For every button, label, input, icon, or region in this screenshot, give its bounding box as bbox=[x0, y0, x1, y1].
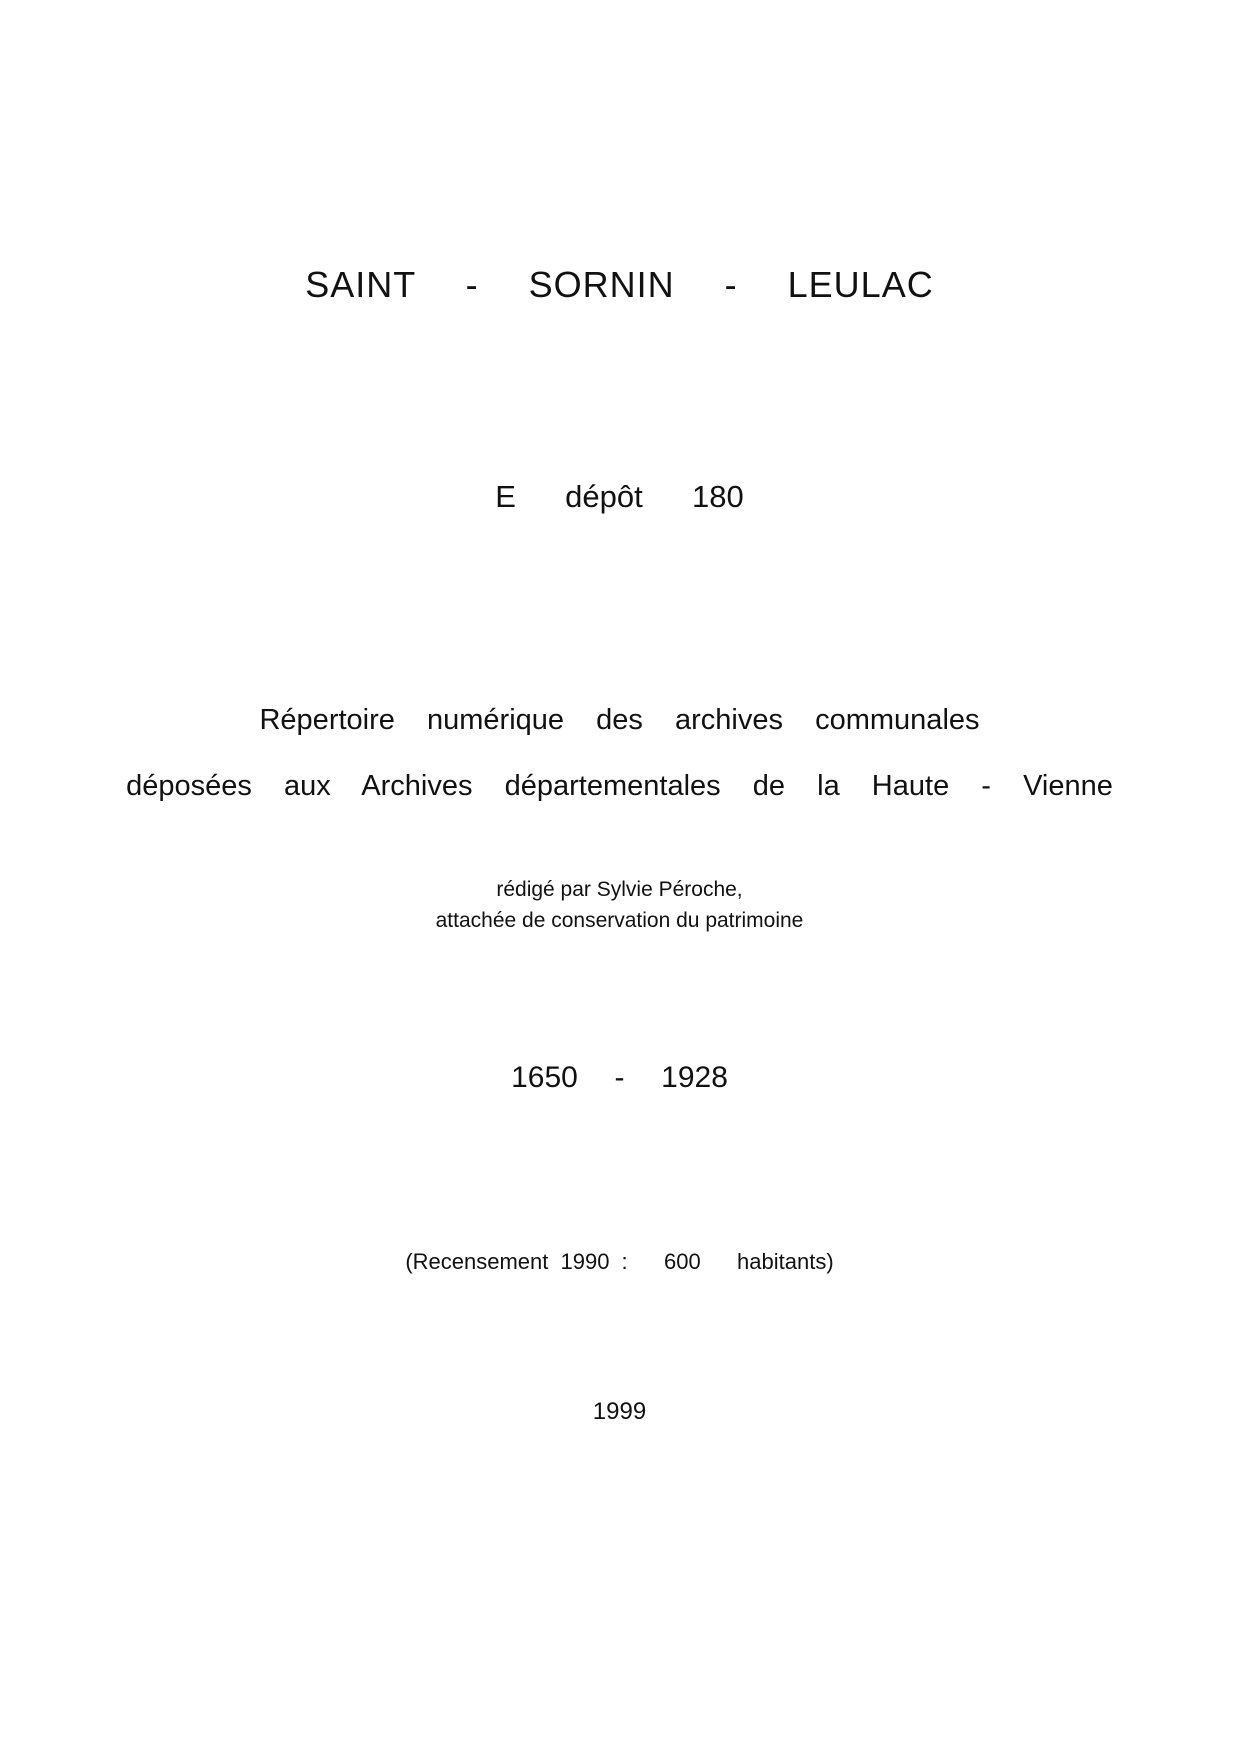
author-credit-line: rédigé par Sylvie Péroche, bbox=[496, 878, 743, 901]
publication-year: 1999 bbox=[592, 1398, 647, 1425]
document-title: SAINT - SORNIN - LEULAC bbox=[305, 264, 934, 305]
subtitle-line-2: déposées aux Archives départementales de la Haute - Vienne bbox=[126, 770, 1113, 802]
census-note: (Recensement 1990 : 600 habitants) bbox=[405, 1249, 834, 1274]
date-range: 1650 - 1928 bbox=[511, 1061, 728, 1094]
author-title-line: attachée de conservation du patrimoine bbox=[435, 909, 804, 932]
author-block bbox=[0, 874, 1239, 936]
subtitle-line-1: Répertoire numérique des archives communales bbox=[259, 704, 980, 736]
archive-reference: E dépôt 180 bbox=[495, 479, 744, 514]
